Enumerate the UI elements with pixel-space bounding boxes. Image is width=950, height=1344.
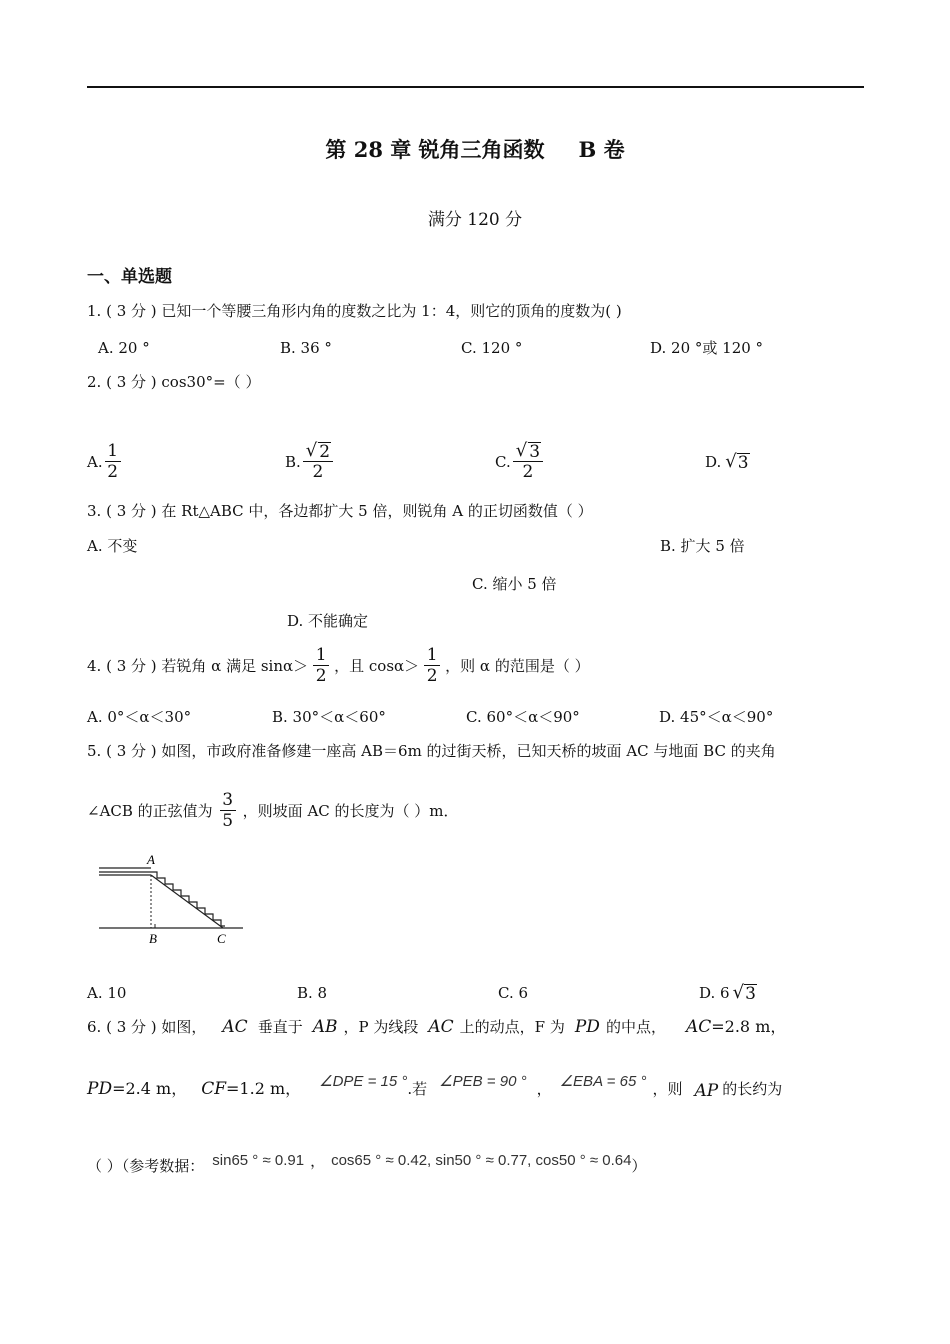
q6-math-ac: AC [222, 1017, 248, 1037]
q2-b-prefix: B. [285, 452, 301, 471]
q6-line3 [87, 1146, 646, 1176]
q5-stem-line2-a: ∠ACB 的正弦值为 [87, 801, 213, 820]
q6-l3-b: ， [310, 1152, 326, 1170]
q2-c-prefix: C. [495, 452, 511, 471]
q6-l2-b: =1.2 m， [226, 1079, 302, 1098]
q1-option-a: A. 20 ° [98, 339, 150, 357]
q2-option-a [87, 441, 123, 482]
q5-d-prefix: D. 6 [699, 984, 730, 1002]
title-suffix: B 卷 [578, 137, 625, 162]
q6-l1-b: 垂直于 [257, 1018, 303, 1036]
q2-a-den: 2 [107, 462, 119, 482]
q6-math-pd: PD [574, 1017, 600, 1037]
fig-label-b: B [149, 931, 157, 946]
q5-stem-line2 [87, 790, 459, 831]
q6-l2-e: ，则 [652, 1080, 683, 1098]
q5-bridge-figure [95, 850, 255, 950]
q6-l1-a: 6. ( 3 分 ) 如图， [87, 1018, 207, 1036]
q4-fraction-1 [314, 645, 328, 686]
q4-frac1-den: 2 [315, 666, 327, 686]
q3-option-a: A. 不变 [87, 537, 138, 555]
q6-l3-a: （ ）（参考数据： [87, 1157, 205, 1175]
q4-option-b: B. 30°＜α＜60° [272, 708, 386, 726]
q2-b-num: 2 [319, 442, 331, 462]
q2-a-prefix: A. [87, 452, 103, 471]
q4-stem-part3: ，则 α 的范围是（ ） [445, 656, 590, 675]
q6-ref-values: cos65 ° ≈ 0.42, sin50 ° ≈ 0.77, cos50 ° ≈ 0.64 [331, 1152, 632, 1169]
q1-stem: 1. ( 3 分 ) 已知一个等腰三角形内角的度数之比为 1：4，则它的顶角的度数为( ) [87, 302, 622, 320]
header-rule [87, 86, 864, 88]
q6-l2-d: ， [536, 1080, 552, 1098]
q5-stem-line2-b: ，则坡面 AC 的长度为（ ）m． [242, 801, 459, 820]
q3-stem: 3. ( 3 分 ) 在 Rt△ABC 中，各边都扩大 5 倍，则锐角 A 的正切函数值（ ） [87, 502, 593, 520]
q6-l2-f: 的长约为 [722, 1080, 783, 1098]
q2-option-b [285, 441, 335, 482]
fig-label-a: A [147, 852, 155, 867]
q6-ref-sin65: sin65 ° ≈ 0.91 [212, 1152, 305, 1169]
q4-fraction-2 [425, 645, 439, 686]
q2-a-num: 1 [107, 441, 119, 461]
q3-option-c: C. 缩小 5 倍 [472, 575, 557, 593]
q1-option-c: C. 120 ° [461, 339, 523, 357]
q6-formula-eba: ∠EBA = 65 ° [559, 1073, 647, 1090]
q2-option-d: D. √ 3 [705, 451, 749, 473]
q5-option-c: C. 6 [498, 984, 529, 1002]
q6-l2-a: =2.4 m， [112, 1079, 188, 1098]
q1-option-d: D. 20 °或 120 ° [650, 339, 764, 357]
q5-fraction [221, 790, 235, 831]
q2-stem: 2. ( 3 分 ) cos30°=（ ） [87, 373, 261, 391]
q4-stem-part1: 4. ( 3 分 ) 若锐角 α 满足 sinα＞ [87, 656, 309, 675]
section-heading: 一、单选题 [87, 267, 172, 287]
q2-c-fraction: √ 3 2 [514, 441, 542, 482]
q6-math-cf: CF [201, 1079, 227, 1099]
q4-stem-part2: ，且 cosα＞ [334, 656, 420, 675]
q6-math-ac2: AC [428, 1017, 454, 1037]
q2-option-c [495, 441, 545, 482]
q6-math-pd2: PD [87, 1079, 113, 1099]
q2-b-fraction: √ 2 2 [304, 441, 332, 482]
title-main: 第 28 章 锐角三角函数 [325, 137, 545, 162]
q3-option-d: D. 不能确定 [287, 612, 369, 630]
q2-d-prefix: D. [705, 453, 722, 471]
q5-stem-line1: 5. ( 3 分 ) 如图，市政府准备修建一座高 AB＝6m 的过街天桥，已知天桥的坡面 AC 与地面 BC 的夹角 [87, 742, 776, 760]
q2-c-den: 2 [522, 462, 534, 482]
q1-option-b: B. 36 ° [280, 339, 332, 357]
q5-d-radicand: 3 [745, 984, 756, 1004]
q2-d-radicand: 3 [737, 453, 749, 473]
q5-frac-den: 5 [222, 811, 234, 831]
q4-stem [87, 645, 590, 686]
q4-option-d: D. 45°＜α＜90° [659, 708, 774, 726]
q6-math-ap: AP [694, 1081, 719, 1101]
q5-option-a: A. 10 [87, 984, 127, 1002]
q4-frac2-den: 2 [426, 666, 438, 686]
q6-l2-c: .若 [407, 1080, 428, 1098]
q2-a-fraction [106, 441, 120, 482]
q6-l1-c: ，P 为线段 [343, 1018, 419, 1036]
q6-formula-dpe: ∠DPE = 15 ° [319, 1073, 408, 1090]
q4-frac2-num: 1 [426, 645, 438, 665]
q6-math-ac3: AC [685, 1017, 712, 1037]
q6-line2 [87, 1073, 783, 1101]
fig-label-c: C [217, 931, 226, 946]
q6-l1-d: 上的动点，F 为 [459, 1018, 565, 1036]
q4-option-a: A. 0°＜α＜30° [87, 708, 192, 726]
q6-l1-e: 的中点， [605, 1018, 666, 1036]
q6-line1 [87, 1017, 786, 1037]
q5-frac-num: 3 [222, 790, 234, 810]
q6-math-ab: AB [312, 1017, 338, 1037]
q5-option-b: B. 8 [297, 984, 328, 1002]
q6-formula-peb: ∠PEB = 90 ° [439, 1073, 527, 1090]
q2-b-den: 2 [312, 462, 324, 482]
q4-option-c: C. 60°＜α＜90° [466, 708, 580, 726]
q4-frac1-num: 1 [315, 645, 327, 665]
page-title [0, 136, 950, 164]
page-subtitle: 满分 120 分 [427, 210, 523, 230]
q5-option-d: D. 6 √ 3 [699, 982, 756, 1004]
q2-c-num: 3 [529, 442, 541, 462]
q3-option-b: B. 扩大 5 倍 [660, 537, 745, 555]
q6-l1-f: =2.8 m， [711, 1017, 787, 1036]
q6-l3-c: ） [631, 1157, 647, 1175]
